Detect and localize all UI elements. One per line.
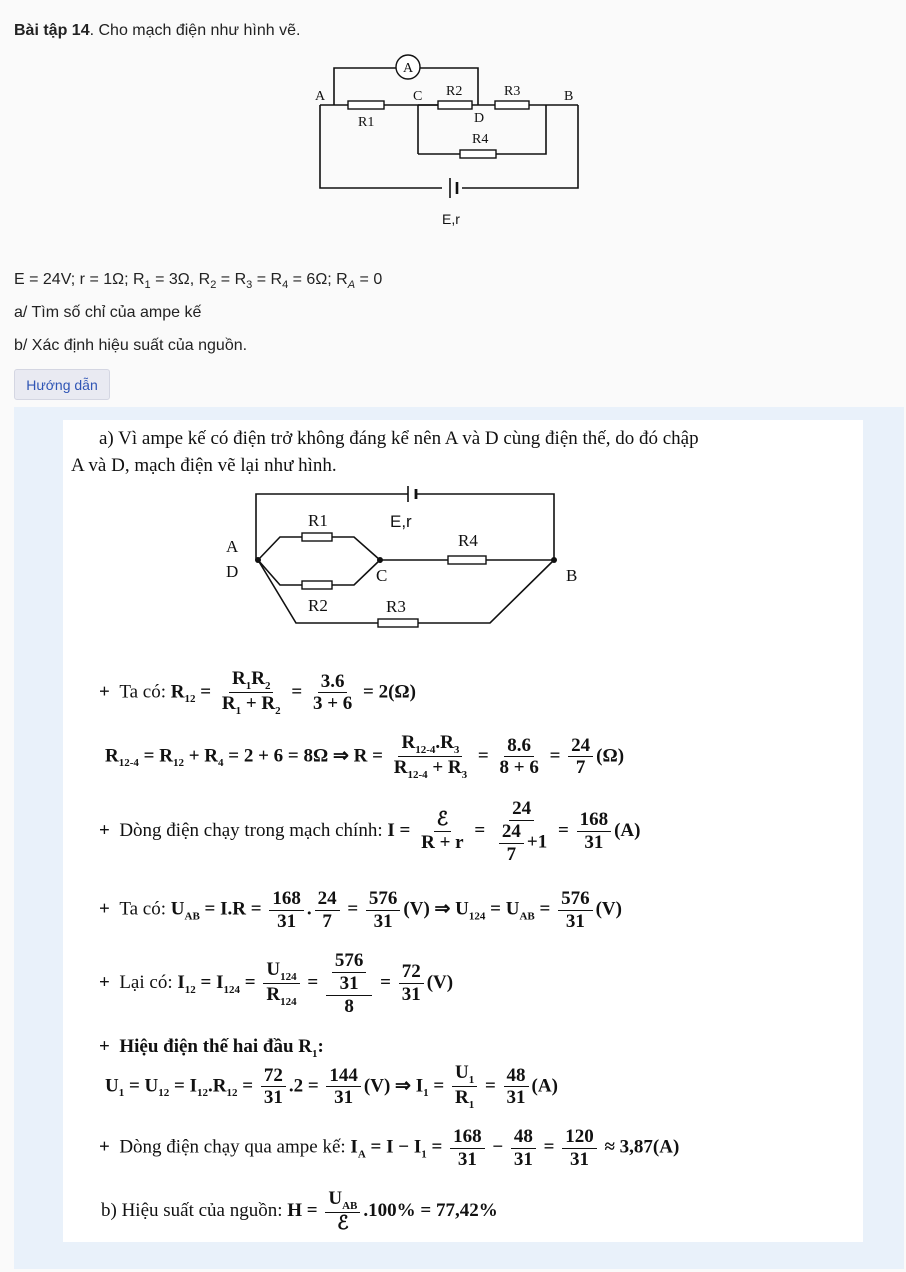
problem-label: Bài tập 14 xyxy=(14,22,90,39)
step-3: + Dòng điện chạy trong mạch chính: I = ℰ R + r = 24 $\frac{24}{7}$ +1 = $\frac{168}{31}$ (A) xyxy=(99,798,641,865)
node-a-label: A xyxy=(226,537,239,556)
resistor-r2 xyxy=(438,101,472,109)
step-6-title: + Hiệu điện thế hai đầu $R_1$: xyxy=(99,1036,324,1060)
question-b: b/ Xác định hiệu suất của nguồn. xyxy=(14,337,248,354)
source-label: E,r xyxy=(442,211,460,227)
resistor-r2 xyxy=(302,581,332,589)
r3-label: R3 xyxy=(504,84,521,99)
step-6: $U_1 = U_{12} = I_{12}.R_{12}$ = $\frac{72}{31}$ .2 = $\frac{144}{31}$ (V) ⇒ $I_1$ = $\frac{U_1}{R_1}$ = $\frac{48}{31}$ (A) xyxy=(105,1062,558,1112)
r2-label: R2 xyxy=(308,596,328,615)
step-8: b) Hiệu suất của nguồn: H = $U_{AB}$ ℰ .100% = 77,42% xyxy=(101,1188,498,1235)
resistor-r3 xyxy=(378,619,418,627)
node-b-label: B xyxy=(564,89,574,104)
resistor-r3 xyxy=(495,101,529,109)
node-d-label: D xyxy=(226,562,239,581)
r1-label: R1 xyxy=(308,511,328,530)
r4-label: R4 xyxy=(472,132,489,147)
circuit-diagram-1 xyxy=(300,50,600,240)
circuit-diagram-2 xyxy=(220,480,590,630)
r4-label: R4 xyxy=(458,531,478,550)
r1-label: R1 xyxy=(358,115,375,130)
solution-intro-2: A và D, mạch điện vẽ lại như hình. xyxy=(71,455,337,476)
step-1: + Ta có: $R_{12}$ = $\frac{R_1R_2}{R_1 + R_2}$ = $\frac{3.6}{3 + 6}$ = 2(Ω) xyxy=(99,668,416,718)
r2-label: R2 xyxy=(446,84,463,99)
node-c-label: C xyxy=(376,566,388,585)
step-7: + Dòng điện chạy qua ampe kế: $I_A = I - I_1$ = $\frac{168}{31}$ − $\frac{48}{31}$ = $\frac{120}{31}$ ≈ 3,87(A) xyxy=(99,1126,680,1170)
problem-text: . Cho mạch điện như hình vẽ. xyxy=(89,22,301,39)
solution-intro-1: a) Vì ampe kế có điện trở không đáng kể nên A và D cùng điện thế, do đó chập xyxy=(99,428,699,449)
params-line: E = 24V; r = 1Ω; $R_1 = 3\Omega$, $R_2 = R_3 = R_4 = 6\Omega$; $R_A = 0$ xyxy=(14,271,383,292)
node-d-label: D xyxy=(474,111,485,126)
problem-title xyxy=(14,22,300,40)
node-a-label: A xyxy=(315,89,326,104)
r3-label: R3 xyxy=(386,597,406,616)
node-c-label: C xyxy=(413,89,423,104)
node-b-label: B xyxy=(566,566,578,585)
resistor-r4 xyxy=(448,556,486,564)
source-label: E,r xyxy=(390,512,412,531)
guide-button[interactable]: Hướng dẫn xyxy=(14,369,110,400)
step-4: + Ta có: $U_{AB} = I.R$ = $\frac{168}{31}$ . $\frac{24}{7}$ = $\frac{576}{31}$ (V) ⇒ $U_{124} = U_{AB}$ = $\frac{576}{31}$ (V) xyxy=(99,888,622,932)
ammeter-label: A xyxy=(403,61,414,76)
step-2: $R_{12-4} = R_{12} + R_4 = 2 + 6 = 8\Omega$ ⇒ R = $\frac{R_{12-4}.R_3}{R_{12-4} + R_3}$ = $\frac{8.6}{8 + 6}$ = $\frac{24}{7}$ (Ω) xyxy=(105,732,625,782)
step-5: + Lại có: $I_{12} = I_{124}$ = $\frac{U_{124}}{R_{124}}$ = $\frac{\frac{576}{31}}{8}$ = $\frac{72}{31}$ (V) xyxy=(99,950,454,1017)
resistor-r1 xyxy=(302,533,332,541)
question-a: a/ Tìm số chỉ của ampe kế xyxy=(14,304,202,321)
resistor-r1 xyxy=(348,101,384,109)
resistor-r4 xyxy=(460,150,496,158)
